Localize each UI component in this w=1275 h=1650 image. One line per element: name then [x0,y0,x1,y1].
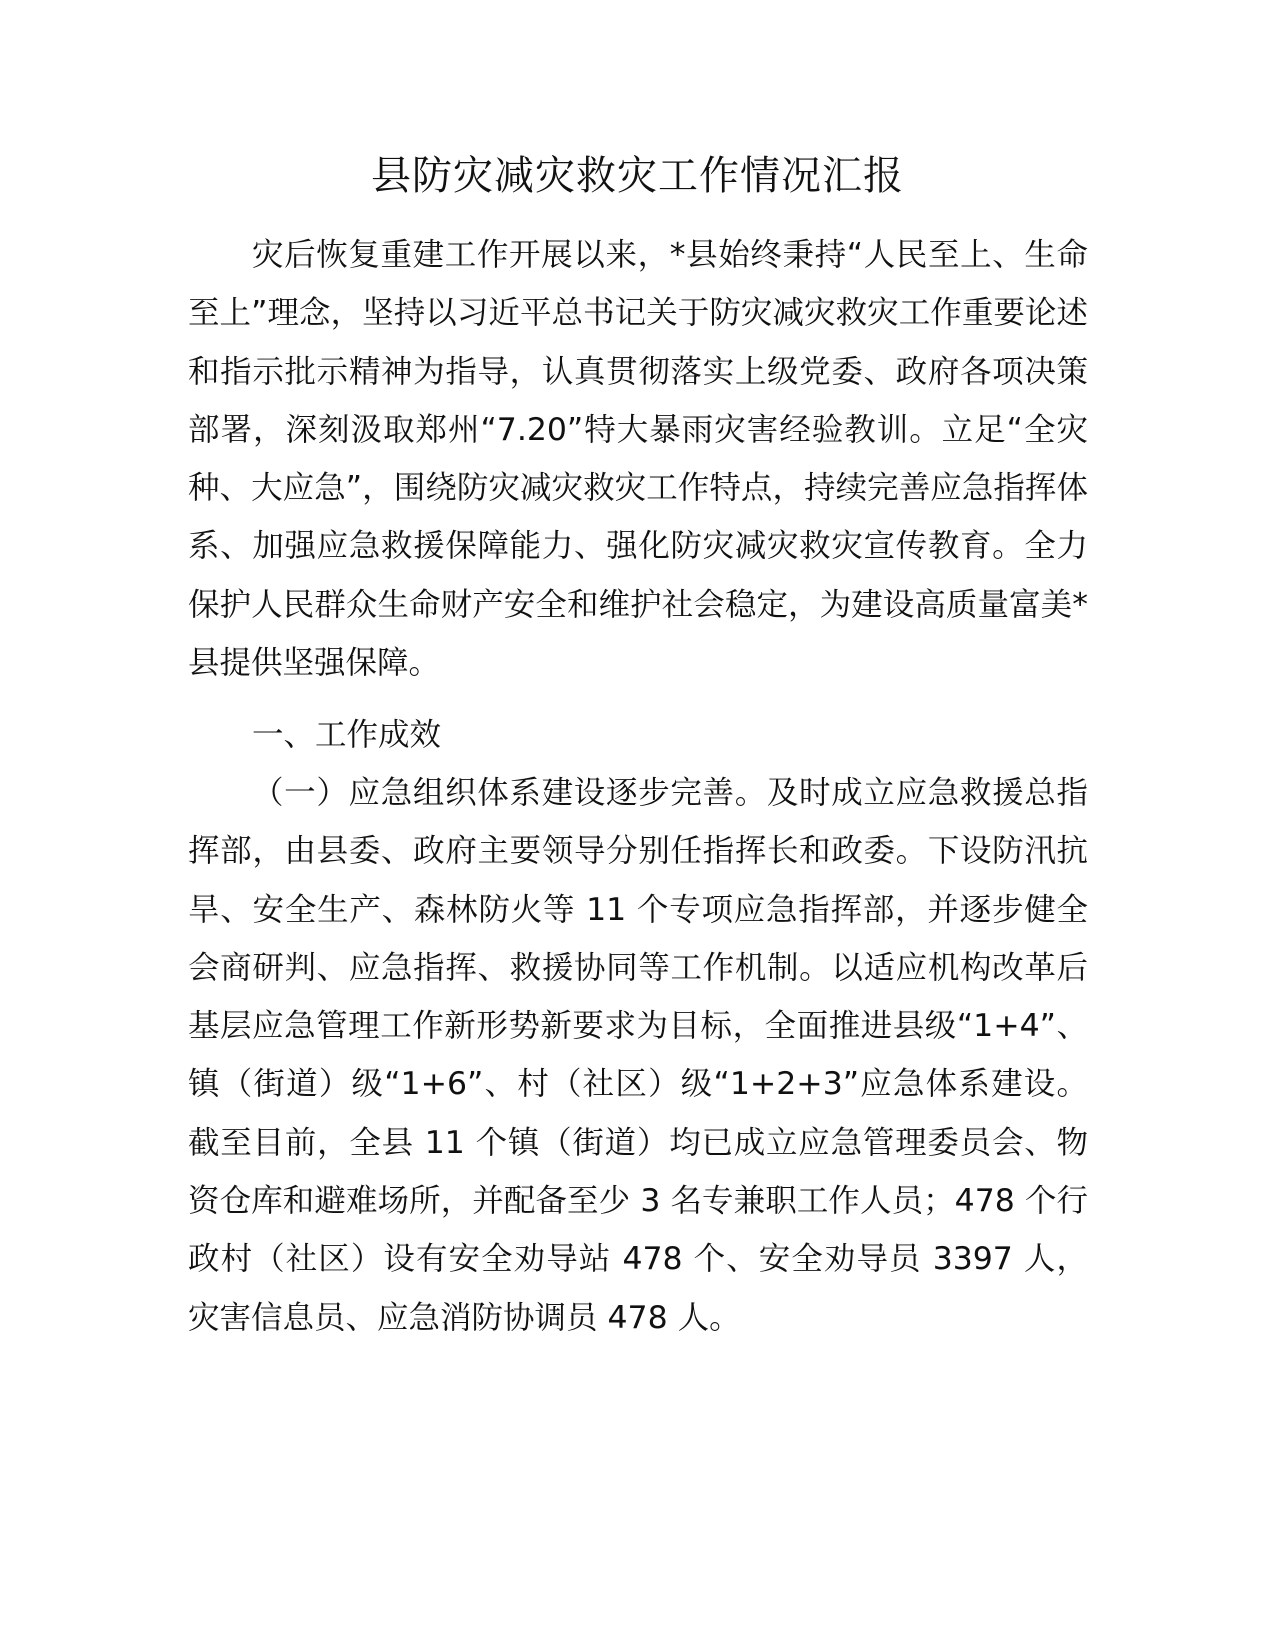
document-title: 县防灾减灾救灾工作情况汇报 [371,153,904,199]
intro-paragraph: 灾后恢复重建工作开展以来，*县始终秉持“人民至上、生命至上”理念，坚持以习近平总书记关于防灾减灾救灾工作重要论述和指示批示精神为指导，认真贯彻落实上级党委、政府各项决策部署，深刻汲取郑州“7.20”特大暴雨灾害经验教训。立足“全灾种、大应急”，围绕防灾减灾救灾工作特点，持续完善应急指挥体系、加强应急救援保障能力、强化防灾减灾救灾宣传教育。全力保护人民群众生命财产安全和维护社会稳定，为建设高质量富美*县提供坚强保障。 [188,237,1088,682]
section-heading: 一、工作成效 [252,717,442,753]
subsection-paragraph: （一）应急组织体系建设逐步完善。及时成立应急救援总指挥部，由县委、政府主要领导分别任指挥长和政委。下设防汛抗旱、安全生产、森林防火等 11 个专项应急指挥部，并逐步健全会商研判、应急指挥、救援协同等工作机制。以适应机构改革后基层应急管理工作新形势新要求为目标，全面推进县级“1+4”、镇（街道）级“1+6”、村（社区）级“1+2+3”应急体系建设。截至目前，全县 11 个镇（街道）均已成立应急管理委员会、物资仓库和避难场所，并配备至少 3 名专兼职工作人员；478 个行政村（社区）设有安全劝导站 478 个、安全劝导员 3397 人，灾害信息员、应急消防协调员 478 人。 [188,775,1088,1336]
